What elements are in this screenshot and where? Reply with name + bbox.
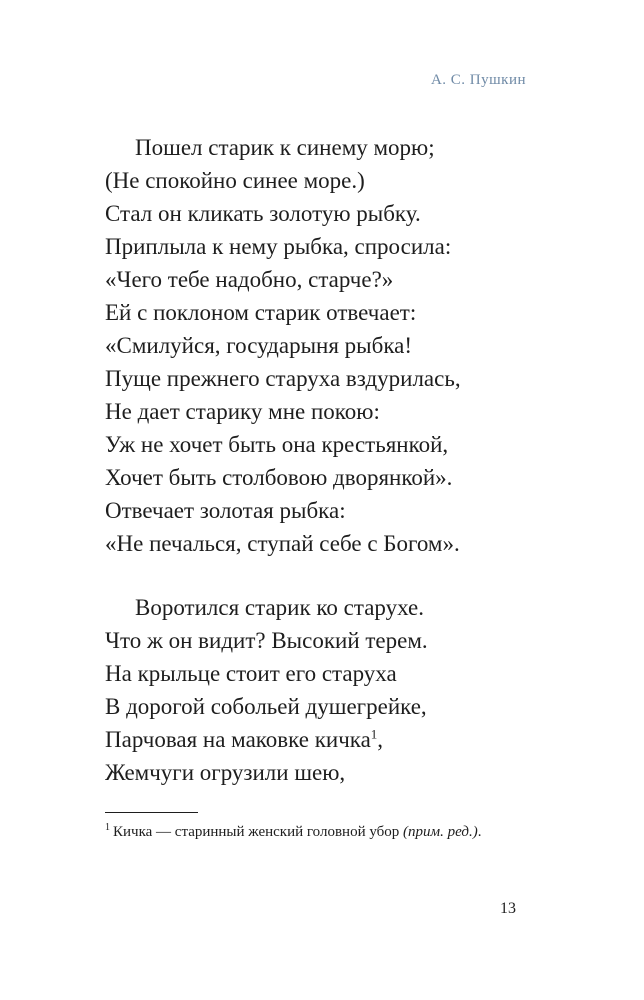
- verse-line: Пошел старик к синему морю;: [135, 135, 435, 160]
- verse-line: На крыльце стоит его старуха: [105, 661, 397, 686]
- verse-line: Ей с поклоном старик отвечает:: [105, 300, 417, 325]
- verse-line: Пуще прежнего старуха вздурилась,: [105, 366, 461, 391]
- footnote-reference[interactable]: 1: [370, 726, 378, 742]
- poem-stanza-1: [105, 131, 461, 560]
- poem-stanza-2: [105, 591, 428, 789]
- footnote-end: .: [477, 824, 482, 840]
- verse-line: Отвечает золотая рыбка:: [105, 498, 346, 523]
- verse-line: Жемчуги огрузили шею,: [105, 760, 346, 785]
- verse-line: Хочет быть столбовою дворянкой».: [105, 465, 453, 490]
- footnote-editor-note: (прим. ред.): [403, 824, 478, 840]
- running-head: А. С. Пушкин: [430, 72, 526, 88]
- verse-line: Стал он кликать золотую рыбку.: [105, 201, 421, 226]
- verse-line: Что ж он видит? Высокий терем.: [105, 628, 428, 653]
- verse-line: Уж не хочет быть она крестьянкой,: [105, 432, 449, 457]
- page-number: 13: [500, 900, 516, 917]
- verse-line: В дорогой собольей душегрейке,: [105, 694, 427, 719]
- verse-line: Воротился старик ко старухе.: [135, 595, 424, 620]
- verse-line: Приплыла к нему рыбка, спросила:: [105, 234, 452, 259]
- verse-line: «Смилуйся, государыня рыбка!: [105, 333, 413, 358]
- verse-line: «Не печалься, ступай себе с Богом».: [105, 531, 460, 556]
- footnote-rule: [105, 812, 198, 813]
- verse-line: (Не спокойно синее море.): [105, 168, 365, 193]
- verse-line-punct: ,: [377, 727, 384, 752]
- verse-line-text: Парчовая на маковке кичка: [105, 727, 371, 752]
- verse-line: [105, 723, 428, 756]
- footnote-number: 1: [105, 822, 110, 833]
- footnote-text: Кичка — старинный женский головной убор: [113, 824, 404, 840]
- verse-line: «Чего тебе надобно, старче?»: [105, 267, 394, 292]
- verse-line: Не дает старику мне покою:: [105, 399, 380, 424]
- footnote: [105, 820, 520, 844]
